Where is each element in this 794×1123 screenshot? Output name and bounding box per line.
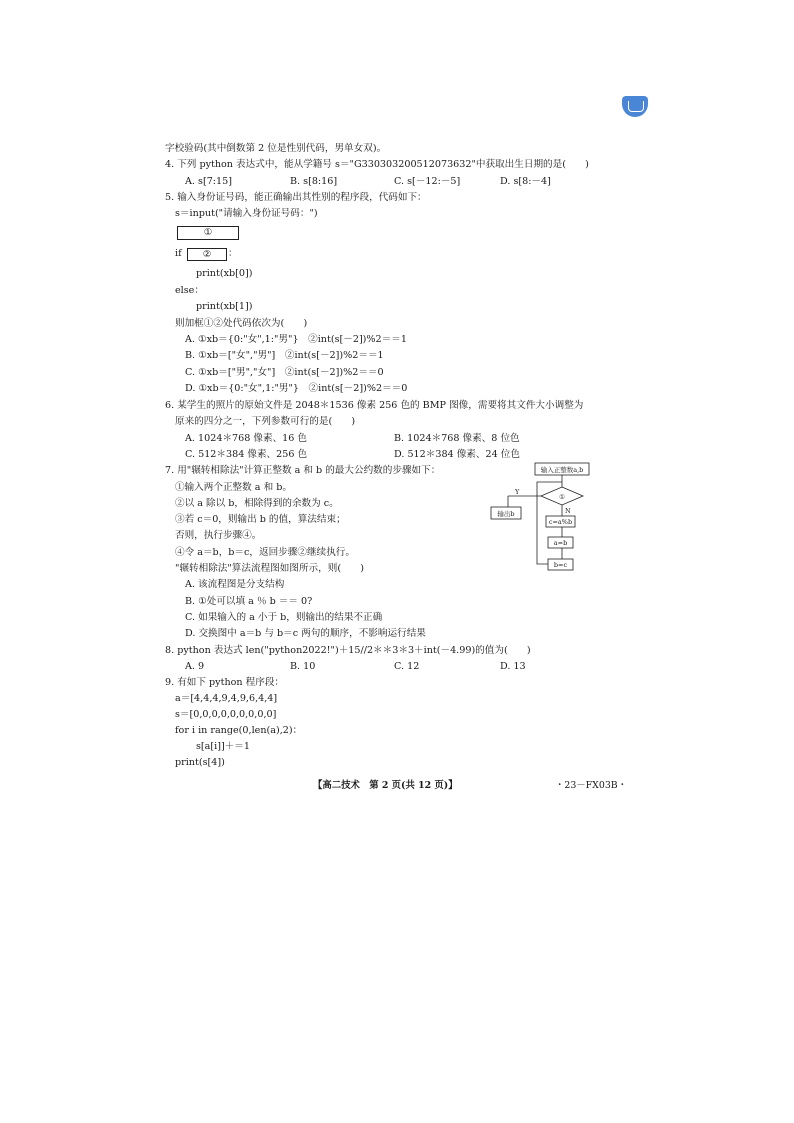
flow-no-label: N [565, 507, 571, 515]
q6-stem-2: 原来的四分之一，下列参数可行的是( ) [175, 416, 356, 427]
q5-option-b: B. ①xb＝["女","男"] ②int(s[－2])%2＝＝1 [185, 350, 384, 361]
q5-code-if: if [175, 248, 182, 259]
q5-question: 则加框①②处代码依次为( ) [175, 318, 308, 329]
q7-option-a: A. 该流程图是分支结构 [185, 579, 285, 590]
q5-blank-box-2: ② [187, 248, 227, 261]
q4-option-a: A. s[7:15] [185, 176, 232, 187]
q7-option-d: D. 交换图中 a＝b 与 b＝c 两句的顺序，不影响运行结果 [185, 628, 426, 639]
q7-step-3b: 否则，执行步骤④。 [175, 530, 262, 541]
q9-code-a: a＝[4,4,4,9,4,9,6,4,4] [175, 693, 278, 704]
q5-code-print-0: print(xb[0]) [196, 268, 253, 279]
q8-stem: 8. python 表达式 len("python2022!")＋15//2＊＊3＊3＋int(－4.99)的值为( ) [165, 645, 531, 656]
q6-option-c: C. 512＊384 像素、256 色 [185, 449, 308, 460]
flow-step1-text: c=a%b [548, 518, 573, 526]
q8-option-b: B. 10 [290, 661, 316, 672]
flow-start-text: 输入正整数a,b [540, 466, 584, 474]
flow-step3-text: b=c [553, 561, 568, 569]
q9-stem: 9. 有如下 python 程序段： [165, 677, 285, 688]
q4-option-b: B. s[8:16] [290, 176, 338, 187]
q9-code-body: s[a[i]]＋＝1 [196, 741, 250, 752]
q5-code-if-colon: ： [228, 248, 238, 259]
q7-step-3: ③若 c＝0，则输出 b 的值，算法结束； [175, 514, 346, 525]
q8-option-d: D. 13 [500, 661, 526, 672]
flow-step2-text: a=b [553, 539, 568, 547]
q9-code-for: for i in range(0,len(a),2)： [175, 725, 303, 736]
q7-step-2: ②以 a 除以 b，相除得到的余数为 c。 [175, 498, 339, 509]
logo-icon [622, 96, 648, 117]
q7-option-b: B. ①处可以填 a ％ b ＝＝ 0? [185, 596, 313, 607]
q5-code-else: else： [175, 285, 204, 296]
q6-stem-1: 6. 某学生的照片的原始文件是 2048＊1536 像素 256 色的 BMP 图像，需要将其文件大小调整为 [165, 400, 584, 411]
q9-code-s: s＝[0,0,0,0,0,0,0,0,0] [175, 709, 277, 720]
q5-code-print-1: print(xb[1]) [196, 301, 253, 312]
footer-page-info: 【高二技术 第 2 页(共 12 页)】 [313, 780, 458, 791]
q7-stem: 7. 用"辗转相除法"计算正整数 a 和 b 的最大公约数的步骤如下： [165, 465, 441, 476]
q5-code-input: s＝input("请输入身份证号码：") [175, 208, 318, 219]
q5-option-a: A. ①xb＝{0:"女",1:"男"} ②int(s[－2])%2＝＝1 [185, 334, 407, 345]
q6-option-d: D. 512＊384 像素、24 位色 [394, 449, 520, 460]
flow-yes-label: Y [515, 488, 520, 496]
q7-step-1: ①输入两个正整数 a 和 b。 [175, 482, 292, 493]
q5-stem: 5. 输入身份证号码，能正确输出其性别的程序段，代码如下： [165, 192, 427, 203]
q8-option-a: A. 9 [185, 661, 205, 672]
q4-option-d: D. s[8:－4] [500, 176, 551, 187]
q7-option-c: C. 如果输入的 a 小于 b，则输出的结果不正确 [185, 612, 383, 623]
q4-option-c: C. s[－12:－5] [394, 176, 461, 187]
q6-option-a: A. 1024＊768 像素、16 色 [185, 433, 308, 444]
flow-decision-text: ① [559, 493, 565, 501]
q8-option-c: C. 12 [394, 661, 420, 672]
q4-stem: 4. 下列 python 表达式中，能从学籍号 s＝"G330303200512073632"中获取出生日期的是( ) [165, 159, 589, 170]
q5-option-c: C. ①xb＝["男","女"] ②int(s[－2])%2＝＝0 [185, 367, 384, 378]
q6-option-b: B. 1024＊768 像素、8 位色 [394, 433, 520, 444]
q5-blank-box-1: ① [177, 226, 239, 240]
flow-output-text: 输出b [497, 510, 515, 518]
q7-step-4: ④令 a＝b，b＝c，返回步骤②继续执行。 [175, 547, 355, 558]
q3-tail-text: 字校验码(其中倒数第 2 位是性别代码，男单女双)。 [165, 143, 387, 154]
q7-question: "辗转相除法"算法流程图如图所示，则( ) [175, 563, 364, 574]
q9-code-print: print(s[4]) [175, 757, 225, 768]
footer-code: ・23－FX03B・ [555, 780, 628, 791]
q7-flowchart [485, 460, 595, 578]
q5-option-d: D. ①xb＝{0:"女",1:"男"} ②int(s[－2])%2＝＝0 [185, 383, 408, 394]
